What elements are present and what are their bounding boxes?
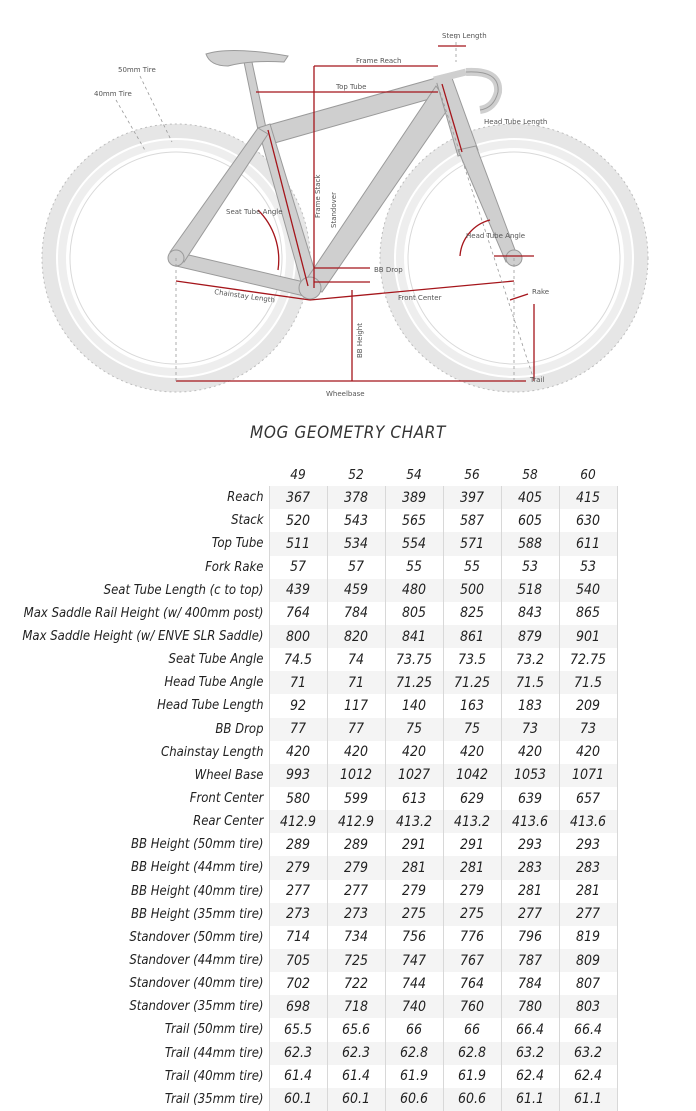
table-cell: 77 [327,718,385,741]
table-cell: 413.2 [443,810,501,833]
header-spacer [18,463,269,486]
size-header: 52 [348,466,364,483]
row-label: Standover (40mm tire) [129,976,264,992]
table-cell: 66 [443,1018,501,1041]
table-cell: 281 [559,880,617,903]
table-cell: 277 [559,903,617,926]
table-cell: 61.4 [327,1065,385,1088]
row-label: Seat Tube Angle [168,652,264,668]
table-row [18,1065,617,1088]
table-cell: 534 [327,532,385,555]
table-cell: 413.2 [385,810,443,833]
table-cell: 277 [501,903,559,926]
label-frame-stack: Frame Stack [314,174,322,218]
row-label: BB Height (50mm tire) [131,837,264,853]
table-cell: 62.8 [385,1042,443,1065]
table-row [18,856,617,879]
table-row [18,602,617,625]
table-cell: 71 [269,671,327,694]
table-row [18,741,617,764]
table-cell: 787 [501,949,559,972]
table-cell: 53 [559,556,617,579]
table-row [18,1088,617,1111]
table-cell: 281 [443,856,501,879]
table-cell: 511 [269,532,327,555]
table-cell: 780 [501,995,559,1018]
label-bb-drop: BB Drop [374,266,403,274]
row-label: Trail (50mm tire) [164,1022,264,1038]
table-cell: 800 [269,625,327,648]
table-row [18,579,617,602]
table-cell: 281 [501,880,559,903]
label-seat-tube-angle: Seat Tube Angle [226,208,283,216]
table-cell: 1012 [327,764,385,787]
table-cell: 63.2 [501,1042,559,1065]
table-row [18,694,617,717]
table-cell: 420 [269,741,327,764]
table-cell: 1042 [443,764,501,787]
row-label: BB Height (40mm tire) [131,883,264,899]
label-bb-height: BB Height [356,323,364,358]
table-cell: 66.4 [559,1018,617,1041]
table-cell: 60.1 [327,1088,385,1111]
table-cell: 480 [385,579,443,602]
table-cell: 718 [327,995,385,1018]
table-cell: 117 [327,694,385,717]
table-cell: 599 [327,787,385,810]
table-cell: 183 [501,694,559,717]
table-cell: 397 [443,486,501,509]
bike-geometry-diagram [0,0,696,410]
table-cell: 275 [443,903,501,926]
table-cell: 420 [327,741,385,764]
table-cell: 279 [269,856,327,879]
table-cell: 588 [501,532,559,555]
table-row [18,1018,617,1041]
table-row [18,486,617,509]
label-chainstay-length: Chainstay Length [213,288,276,305]
row-label: Top Tube [211,536,264,552]
size-header: 54 [406,466,422,483]
table-cell: 413.6 [501,810,559,833]
table-cell: 412.9 [327,810,385,833]
table-cell: 291 [443,833,501,856]
table-cell: 415 [559,486,617,509]
row-label: BB Drop [215,721,264,737]
row-label: Stack [231,513,264,529]
table-cell: 767 [443,949,501,972]
table-cell: 520 [269,509,327,532]
table-cell: 420 [443,741,501,764]
table-cell: 209 [559,694,617,717]
table-cell: 413.6 [559,810,617,833]
table-cell: 1053 [501,764,559,787]
table-cell: 825 [443,602,501,625]
table-row [18,532,617,555]
table-cell: 807 [559,972,617,995]
table-cell: 657 [559,787,617,810]
table-cell: 587 [443,509,501,532]
table-cell: 698 [269,995,327,1018]
table-cell: 60.1 [269,1088,327,1111]
table-cell: 843 [501,602,559,625]
row-label: Standover (50mm tire) [129,929,264,945]
row-label: Trail (40mm tire) [164,1068,264,1084]
table-cell: 702 [269,972,327,995]
row-label: Trail (44mm tire) [164,1045,264,1061]
table-cell: 289 [269,833,327,856]
size-header: 56 [464,466,480,483]
table-cell: 273 [269,903,327,926]
table-cell: 1027 [385,764,443,787]
table-cell: 389 [385,486,443,509]
table-cell: 74.5 [269,648,327,671]
table-row [18,509,617,532]
table-cell: 805 [385,602,443,625]
label-head-tube-length: Head Tube Length [484,118,548,126]
table-cell: 879 [501,625,559,648]
table-cell: 66 [385,1018,443,1041]
table-cell: 819 [559,926,617,949]
table-cell: 412.9 [269,810,327,833]
chart-title: MOG GEOMETRY CHART [250,423,446,443]
table-cell: 809 [559,949,617,972]
table-cell: 439 [269,579,327,602]
table-cell: 62.3 [269,1042,327,1065]
table-cell: 77 [269,718,327,741]
table-cell: 55 [385,556,443,579]
table-cell: 277 [269,880,327,903]
label-tire-40: 40mm Tire [94,90,132,98]
geometry-table [18,463,618,1111]
table-cell: 291 [385,833,443,856]
size-header: 58 [522,466,538,483]
table-cell: 73 [559,718,617,741]
table-cell: 293 [501,833,559,856]
table-cell: 820 [327,625,385,648]
label-stem-length: Stem Length [442,32,487,40]
table-row [18,556,617,579]
row-label: Max Saddle Height (w/ ENVE SLR Saddle) [22,629,264,645]
table-cell: 722 [327,972,385,995]
table-cell: 66.4 [501,1018,559,1041]
table-cell: 734 [327,926,385,949]
table-cell: 580 [269,787,327,810]
table-cell: 62.3 [327,1042,385,1065]
table-row [18,810,617,833]
row-label: Chainstay Length [161,744,264,760]
table-cell: 62.4 [501,1065,559,1088]
label-front-center: Front Center [398,294,442,302]
table-cell: 53 [501,556,559,579]
table-cell: 60.6 [385,1088,443,1111]
guide-lines [116,36,534,381]
table-cell: 65.5 [269,1018,327,1041]
table-cell: 71.25 [443,671,501,694]
table-cell: 283 [501,856,559,879]
table-cell: 518 [501,579,559,602]
table-row [18,995,617,1018]
table-cell: 540 [559,579,617,602]
table-cell: 420 [385,741,443,764]
table-cell: 764 [443,972,501,995]
table-cell: 163 [443,694,501,717]
table-cell: 571 [443,532,501,555]
size-header-row [18,463,617,486]
table-cell: 71 [327,671,385,694]
table-cell: 405 [501,486,559,509]
table-row [18,718,617,741]
table-cell: 714 [269,926,327,949]
table-cell: 760 [443,995,501,1018]
table-row [18,926,617,949]
label-standover: Standover [330,192,338,228]
table-cell: 71.25 [385,671,443,694]
table-cell: 639 [501,787,559,810]
table-cell: 630 [559,509,617,532]
label-wheelbase: Wheelbase [326,390,365,398]
table-cell: 61.1 [559,1088,617,1111]
table-cell: 756 [385,926,443,949]
label-trail: Trail [530,376,545,384]
label-top-tube: Top Tube [336,83,367,91]
row-label: BB Height (44mm tire) [131,860,264,876]
table-cell: 764 [269,602,327,625]
bike-frame [168,62,522,299]
table-cell: 803 [559,995,617,1018]
row-label: Max Saddle Rail Height (w/ 400mm post) [23,605,264,621]
row-label: Head Tube Length [157,698,264,714]
table-cell: 367 [269,486,327,509]
table-cell: 613 [385,787,443,810]
table-cell: 420 [559,741,617,764]
table-cell: 61.9 [443,1065,501,1088]
size-header: 49 [290,466,306,483]
table-cell: 71.5 [501,671,559,694]
table-cell: 420 [501,741,559,764]
table-row [18,972,617,995]
row-label: Head Tube Angle [164,675,264,691]
table-cell: 92 [269,694,327,717]
size-header: 60 [580,466,596,483]
table-cell: 784 [501,972,559,995]
table-cell: 993 [269,764,327,787]
table-cell: 71.5 [559,671,617,694]
table-cell: 57 [269,556,327,579]
table-cell: 279 [327,856,385,879]
table-cell: 140 [385,694,443,717]
table-cell: 61.1 [501,1088,559,1111]
label-rake: Rake [532,288,550,296]
table-cell: 279 [443,880,501,903]
table-cell: 554 [385,532,443,555]
table-cell: 74 [327,648,385,671]
table-cell: 73.2 [501,648,559,671]
table-cell: 75 [443,718,501,741]
table-cell: 275 [385,903,443,926]
table-cell: 279 [385,880,443,903]
row-label: Fork Rake [205,559,264,575]
table-cell: 63.2 [559,1042,617,1065]
table-cell: 747 [385,949,443,972]
table-cell: 725 [327,949,385,972]
table-cell: 61.4 [269,1065,327,1088]
table-cell: 72.75 [559,648,617,671]
row-label: Seat Tube Length (c to top) [103,582,264,598]
table-cell: 500 [443,579,501,602]
table-cell: 62.8 [443,1042,501,1065]
table-cell: 61.9 [385,1065,443,1088]
table-row [18,1042,617,1065]
table-cell: 57 [327,556,385,579]
table-row [18,625,617,648]
table-cell: 55 [443,556,501,579]
row-label: Rear Center [193,814,264,830]
label-tire-50: 50mm Tire [118,66,156,74]
row-label: Reach [227,490,264,506]
table-cell: 841 [385,625,443,648]
table-cell: 744 [385,972,443,995]
table-cell: 273 [327,903,385,926]
row-label: Standover (44mm tire) [129,953,264,969]
row-label: Wheel Base [194,767,264,783]
row-label: Front Center [189,791,264,807]
table-cell: 459 [327,579,385,602]
table-row [18,671,617,694]
table-cell: 705 [269,949,327,972]
table-row [18,833,617,856]
table-cell: 740 [385,995,443,1018]
table-cell: 73 [501,718,559,741]
table-cell: 293 [559,833,617,856]
table-cell: 543 [327,509,385,532]
table-cell: 861 [443,625,501,648]
table-cell: 784 [327,602,385,625]
table-cell: 281 [385,856,443,879]
table-row [18,764,617,787]
table-cell: 75 [385,718,443,741]
geometry-table-body [18,486,617,1111]
table-cell: 65.6 [327,1018,385,1041]
table-row [18,880,617,903]
table-cell: 62.4 [559,1065,617,1088]
table-cell: 60.6 [443,1088,501,1111]
row-label: BB Height (35mm tire) [131,906,264,922]
table-row [18,648,617,671]
row-label: Trail (35mm tire) [164,1091,264,1107]
table-cell: 611 [559,532,617,555]
table-cell: 1071 [559,764,617,787]
table-cell: 629 [443,787,501,810]
table-row [18,787,617,810]
table-cell: 73.5 [443,648,501,671]
table-cell: 277 [327,880,385,903]
table-cell: 776 [443,926,501,949]
table-cell: 378 [327,486,385,509]
table-cell: 565 [385,509,443,532]
table-cell: 901 [559,625,617,648]
table-row [18,903,617,926]
table-cell: 283 [559,856,617,879]
table-cell: 796 [501,926,559,949]
table-row [18,949,617,972]
table-cell: 289 [327,833,385,856]
table-cell: 865 [559,602,617,625]
label-frame-reach: Frame Reach [356,57,402,65]
table-cell: 605 [501,509,559,532]
row-label: Standover (35mm tire) [129,999,264,1015]
label-head-tube-angle: Head Tube Angle [466,232,526,240]
table-cell: 73.75 [385,648,443,671]
